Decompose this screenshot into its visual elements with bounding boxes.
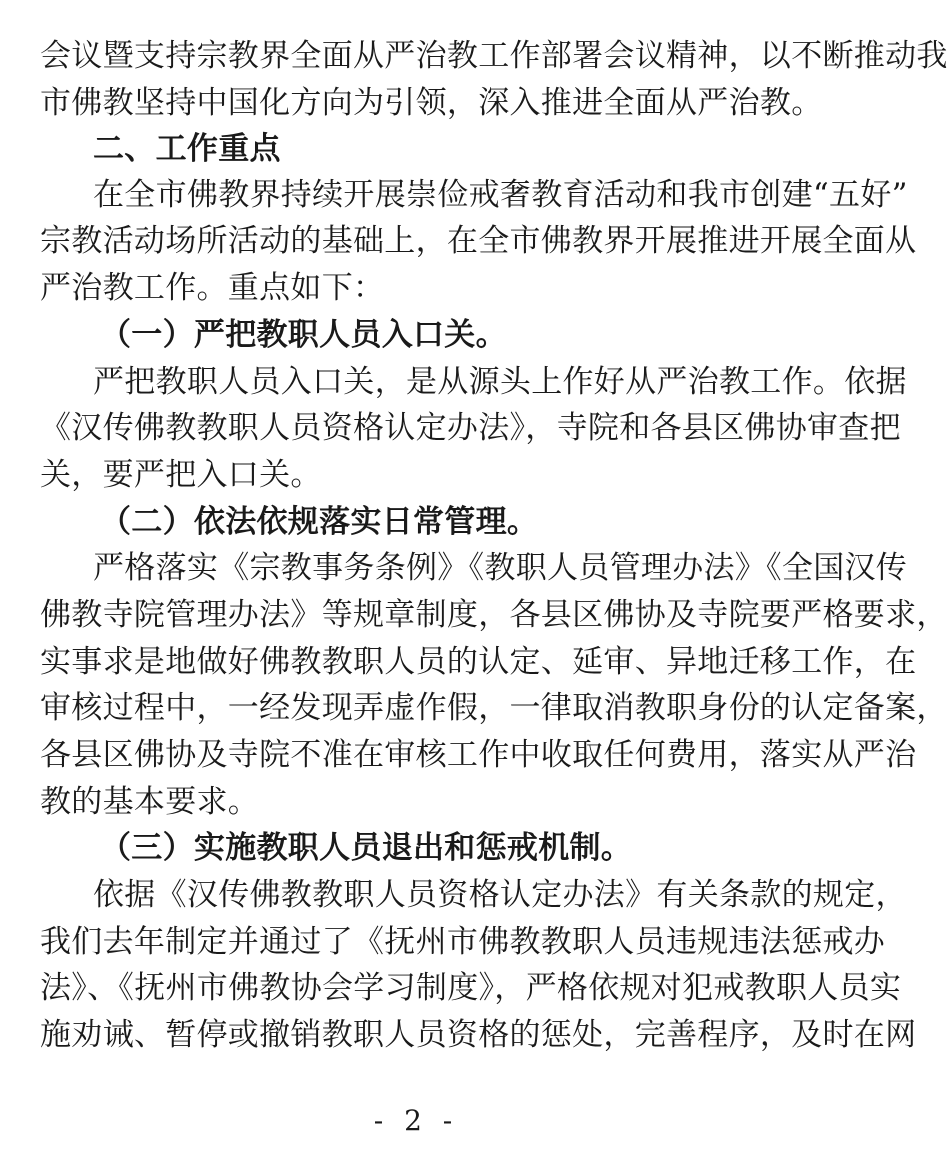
subsection-heading: （二）依法依规落实日常管理。 [100, 504, 539, 540]
paragraph-line: 严把教职人员入口关，是从源头上作好从严治教工作。依据 [93, 364, 907, 400]
paragraph-line: 宗教活动场所活动的基础上，在全市佛教界开展推进开展全面从 [40, 223, 917, 259]
paragraph-line: 严格落实《宗教事务条例》《教职人员管理办法》《全国汉传 [93, 550, 908, 586]
paragraph-line: 依据《汉传佛教教职人员资格认定办法》有关条款的规定， [93, 877, 907, 913]
paragraph-line: 《汉传佛教教职人员资格认定办法》，寺院和各县区佛协审查把 [40, 410, 901, 446]
paragraph-line: 审核过程中，一经发现弄虚作假，一律取消教职身份的认定备案， [40, 690, 948, 726]
paragraph-line: 严治教工作。重点如下： [40, 270, 385, 306]
paragraph-line: 我们去年制定并通过了《抚州市佛教教职人员违规违法惩戒办 [40, 924, 886, 960]
paragraph-line: 会议暨支持宗教界全面从严治教工作部署会议精神，以不断推动我 [40, 38, 948, 74]
paragraph-line: 在全市佛教界持续开展崇俭戒奢教育活动和我市创建“五好” [93, 177, 908, 213]
paragraph-line: 实事求是地做好佛教教职人员的认定、延审、异地迁移工作，在 [40, 644, 917, 680]
paragraph-line: 法》、《抚州市佛教协会学习制度》，严格依规对犯戒教职人员实 [40, 970, 902, 1006]
paragraph-line: 关，要严把入口关。 [40, 457, 322, 493]
paragraph-line: 教的基本要求。 [40, 784, 260, 820]
paragraph-line: 佛教寺院管理办法》等规章制度，各县区佛协及寺院要严格要求， [40, 597, 948, 633]
paragraph-line: 各县区佛协及寺院不准在审核工作中收取任何费用，落实从严治 [40, 737, 917, 773]
paragraph-line: 市佛教坚持中国化方向为引领，深入推进全面从严治教。 [40, 85, 823, 121]
paragraph-line: 施劝诫、暂停或撤销教职人员资格的惩处，完善程序，及时在网 [40, 1017, 917, 1053]
section-heading: 二、工作重点 [93, 131, 281, 167]
subsection-heading: （三）实施教职人员退出和惩戒机制。 [100, 830, 633, 866]
page-number: - 2 - [373, 1104, 459, 1137]
subsection-heading: （一）严把教职人员入口关。 [100, 317, 507, 353]
